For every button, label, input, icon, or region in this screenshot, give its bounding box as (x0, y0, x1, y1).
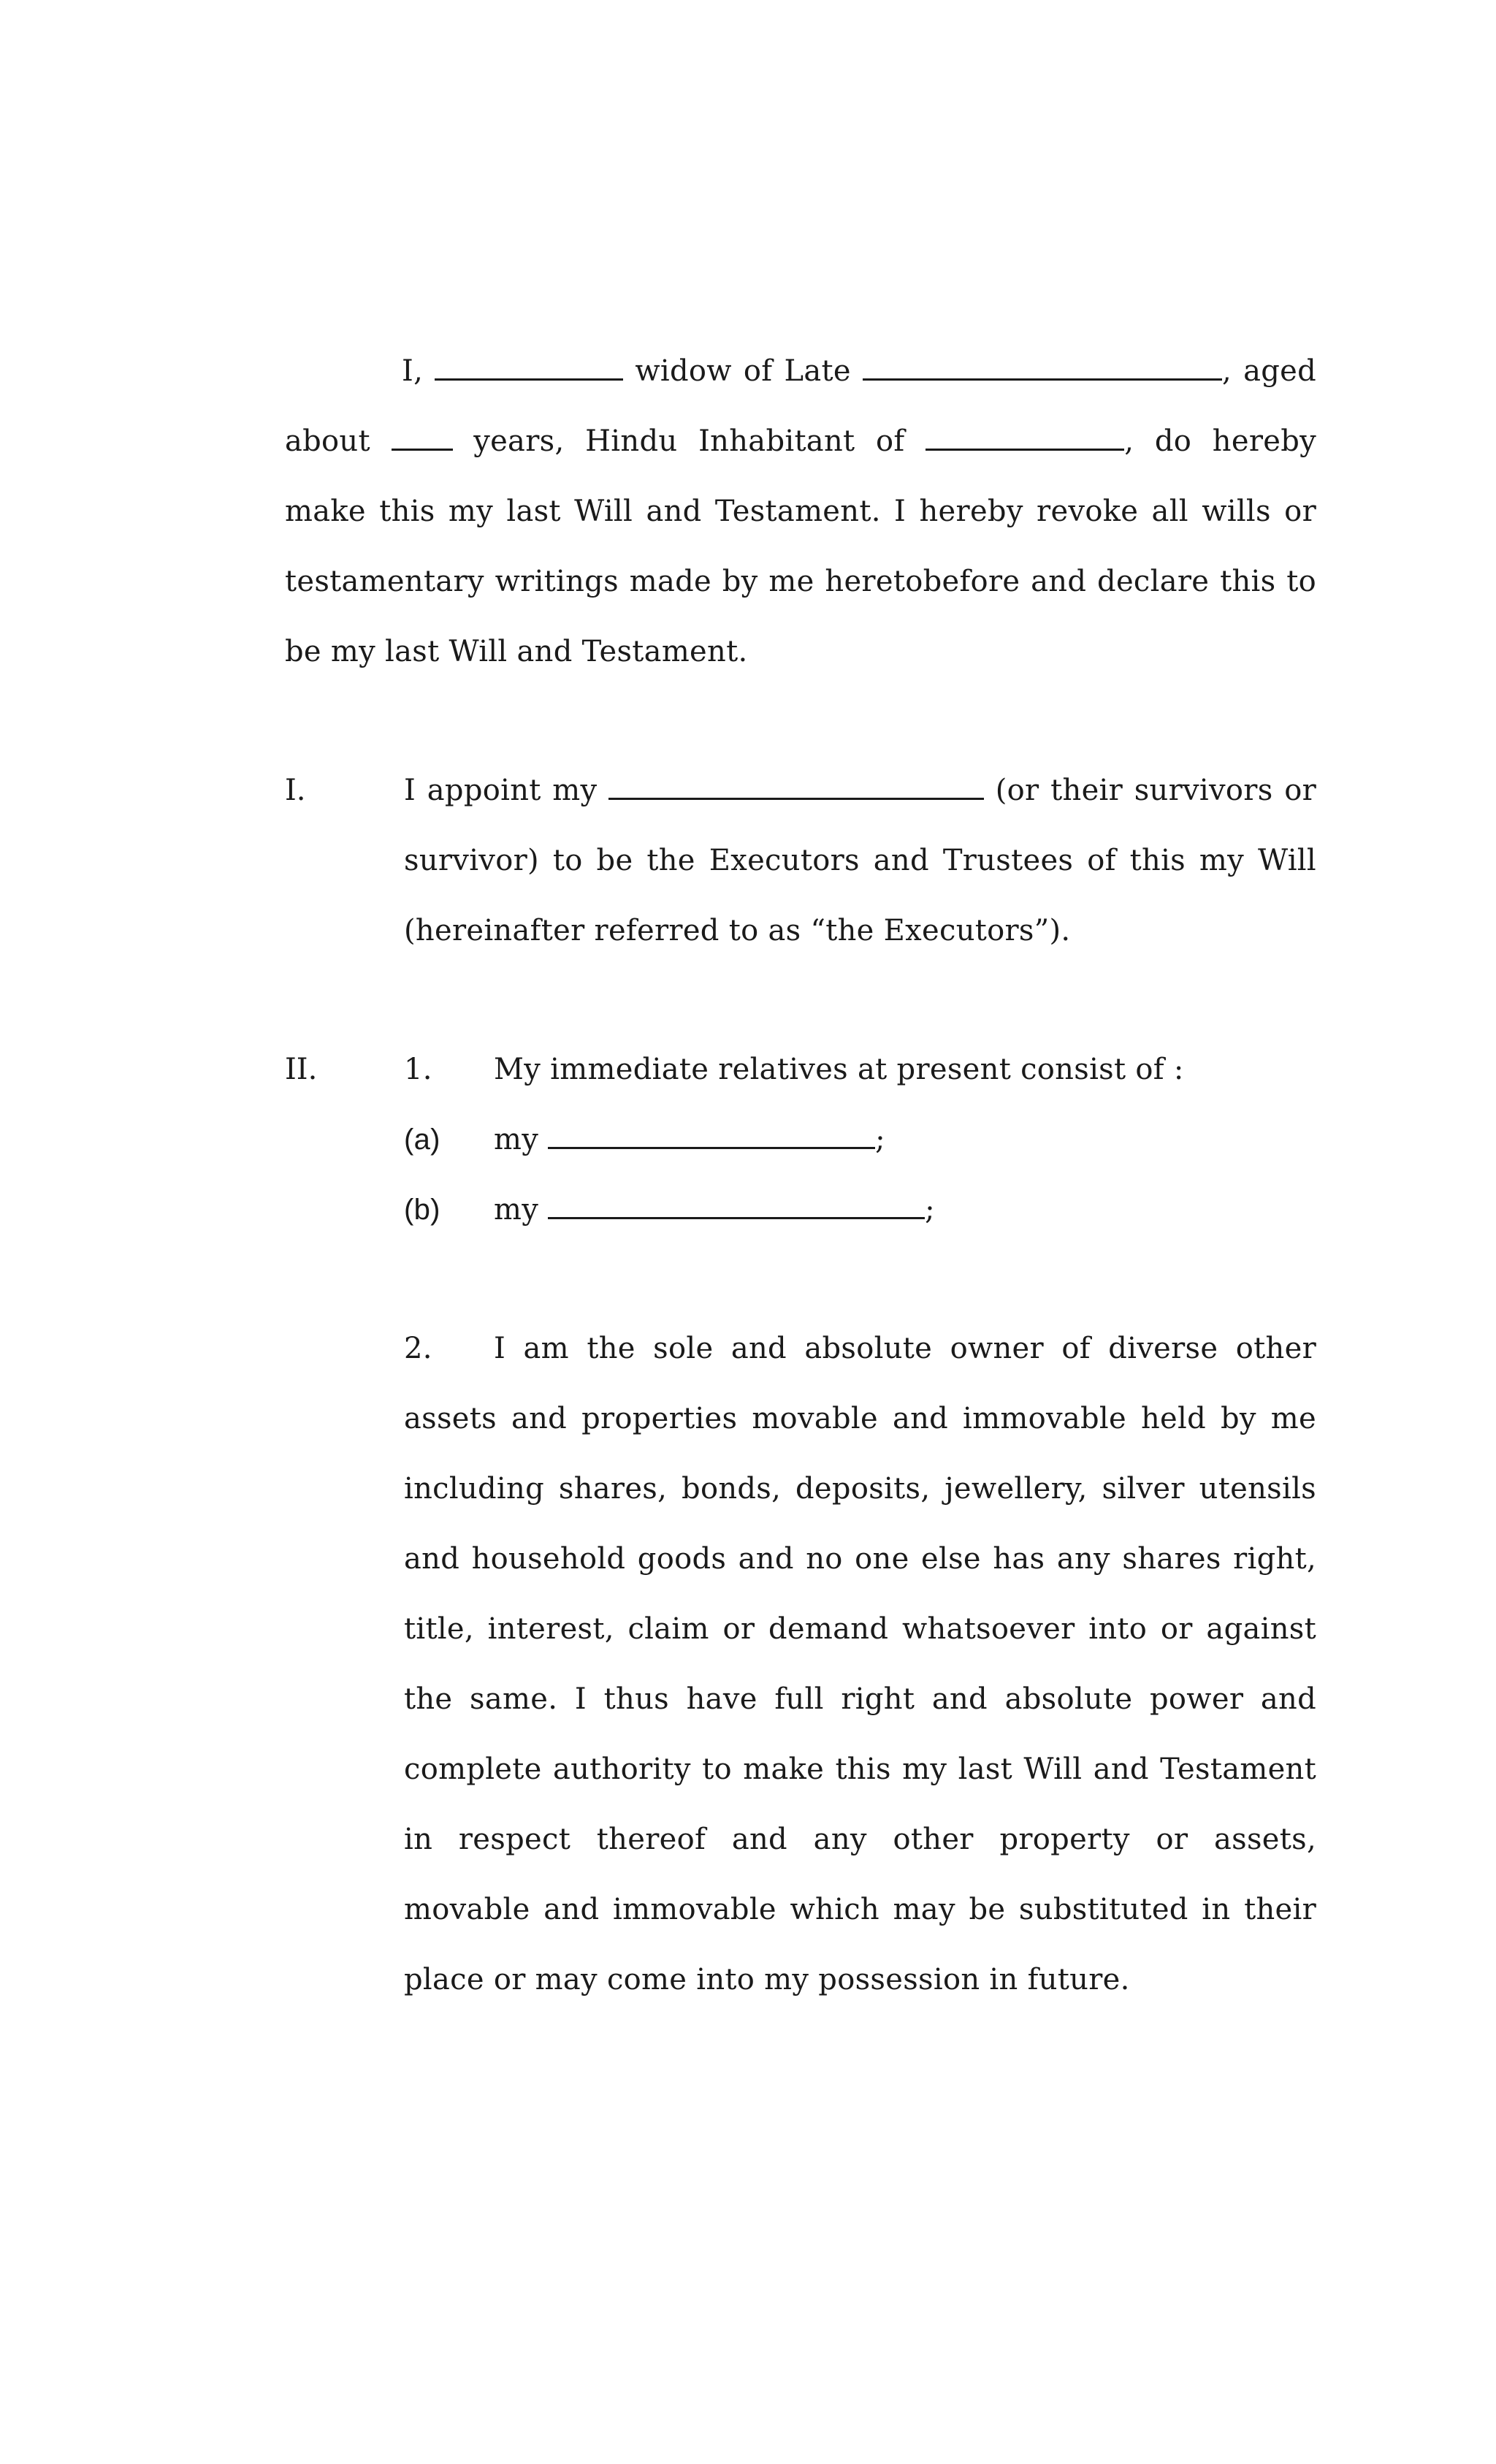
preamble-text: , aged (1221, 354, 1317, 388)
name-blank (435, 356, 623, 381)
late-husband-name-blank (863, 356, 1222, 381)
clause-numeral-I: I. (285, 774, 306, 807)
relative-b-blank (548, 1195, 925, 1219)
item-2-line-6: the same. I thus have full right and absolute power and (404, 1682, 1316, 1716)
item-number-1: 1. (404, 1053, 432, 1086)
preamble-text: I, (402, 354, 424, 388)
sub-label-b: (b) (404, 1194, 440, 1226)
preamble-line-4: testamentary writings made by me heretobefore and declare this to (285, 565, 1316, 598)
relative-text: ; (875, 1123, 885, 1156)
preamble-line-3: make this my last Will and Testament. I hereby revoke all wills or (285, 495, 1316, 528)
sub-label-a: (a) (404, 1124, 440, 1156)
relative-a (494, 1122, 885, 1157)
preamble-text: years, Hindu Inhabitant of (473, 424, 905, 458)
preamble-text: about (285, 424, 370, 458)
relatives-intro: My immediate relatives at present consist of : (494, 1053, 1184, 1086)
relative-text: my (494, 1193, 539, 1227)
clause-text: (or their survivors or (995, 774, 1317, 807)
item-number-2: 2. (404, 1332, 432, 1365)
age-blank (392, 427, 453, 451)
item-2-line-7: complete authority to make this my last Will and Testament (404, 1752, 1316, 1786)
place-blank (926, 427, 1124, 451)
item-2-line-1: I am the sole and absolute owner of diverse other (494, 1332, 1316, 1365)
item-2-line-3: including shares, bonds, deposits, jewellery, silver utensils (404, 1472, 1316, 1506)
relative-a-blank (548, 1125, 875, 1149)
clause-I-line-1 (404, 773, 1316, 808)
item-2-line-4: and household goods and no one else has any shares right, (404, 1542, 1316, 1576)
preamble-line-5: be my last Will and Testament. (285, 635, 748, 668)
item-2-line-5: title, interest, claim or demand whatsoever into or against (404, 1612, 1316, 1646)
clause-numeral-II: II. (285, 1053, 318, 1086)
relative-text: my (494, 1123, 539, 1156)
clause-I-line-3: (hereinafter referred to as “the Executors”). (404, 914, 1071, 947)
item-2-line-2: assets and properties movable and immovable held by me (404, 1402, 1316, 1435)
relative-b (494, 1192, 935, 1227)
preamble-text: widow of Late (635, 354, 851, 388)
clause-I-line-2: survivor) to be the Executors and Trustees of this my Will (404, 844, 1316, 877)
executor-names-blank (608, 776, 984, 800)
item-2-line-10: place or may come into my possession in future. (404, 1963, 1130, 1996)
preamble-line-2 (285, 424, 1316, 459)
preamble-text: , do hereby (1124, 424, 1317, 458)
item-2-line-8: in respect thereof and any other property or assets, (404, 1823, 1316, 1856)
preamble-line-1 (402, 354, 1316, 389)
relative-text: ; (925, 1193, 935, 1227)
item-2-line-9: movable and immovable which may be substituted in their (404, 1893, 1316, 1926)
clause-text: I appoint my (404, 774, 598, 807)
